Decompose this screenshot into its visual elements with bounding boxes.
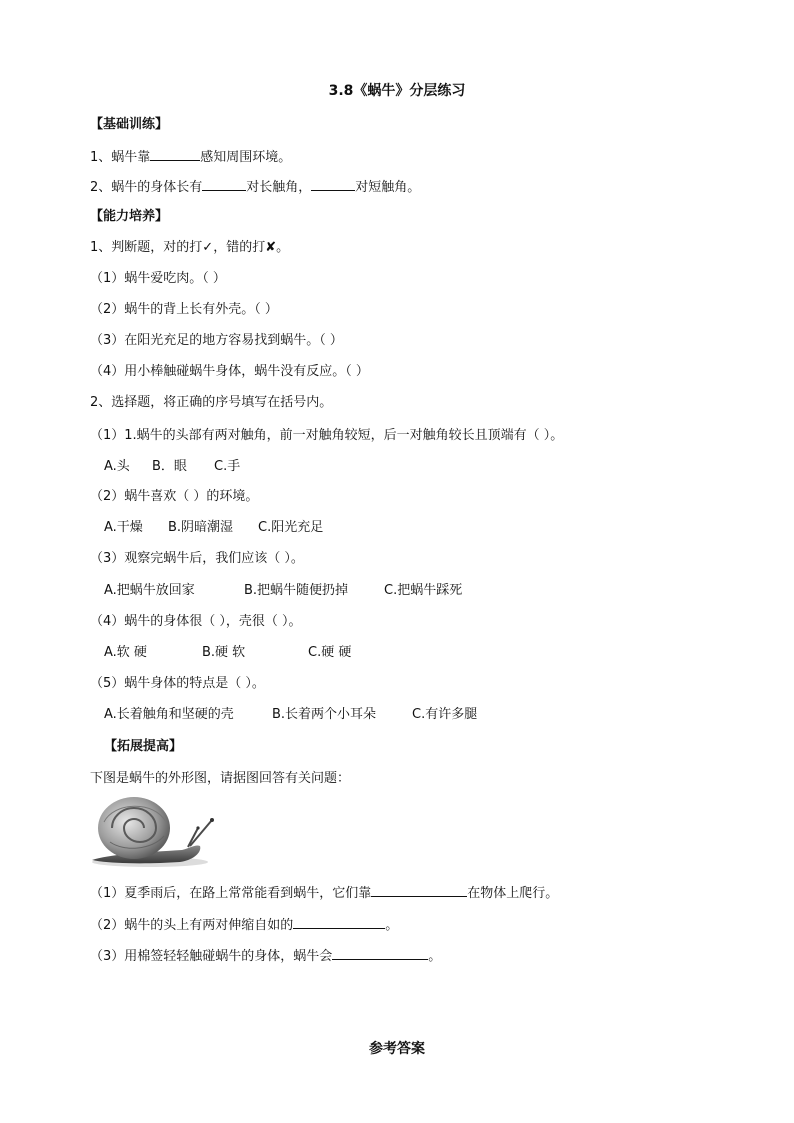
option-a[interactable]: A.干燥 bbox=[104, 520, 143, 535]
choice-question-1: （1）1.蜗牛的头部有两对触角，前一对触角较短，后一对触角较长且顶端有（ ）。 bbox=[90, 428, 564, 443]
judge-intro-text: 。 bbox=[276, 240, 290, 255]
option-a[interactable]: A.把蜗牛放回家 bbox=[104, 583, 195, 598]
section-basic-heading: 【基础训练】 bbox=[90, 117, 169, 132]
answer-blank[interactable] bbox=[311, 177, 355, 191]
cross-mark-icon: ✘ bbox=[265, 240, 277, 255]
question-text: （2）蜗牛的头上有两对伸缩自如的 bbox=[90, 918, 294, 933]
option-a[interactable]: A.软 硬 bbox=[104, 645, 147, 660]
check-mark-icon: ✓ bbox=[202, 240, 214, 255]
option-b[interactable]: B.硬 软 bbox=[202, 645, 246, 660]
question-text: 对短触角。 bbox=[355, 180, 421, 195]
section-ability-heading: 【能力培养】 bbox=[90, 209, 169, 224]
option-c[interactable]: C.有许多腿 bbox=[412, 707, 478, 722]
option-b[interactable]: B.阴暗潮湿 bbox=[168, 520, 234, 535]
question-text: 感知周围环境。 bbox=[200, 150, 292, 165]
question-text: 对长触角， bbox=[246, 180, 312, 195]
choice-intro: 2、选择题，将正确的序号填写在括号内。 bbox=[90, 395, 333, 410]
question-text: 。 bbox=[428, 949, 442, 964]
answer-key-heading: 参考答案 bbox=[369, 1041, 425, 1057]
judge-item-1: （1）蜗牛爱吃肉。（ ） bbox=[90, 271, 226, 286]
answer-blank[interactable] bbox=[371, 883, 467, 897]
extend-question-1 bbox=[90, 883, 558, 903]
option-b[interactable]: B.把蜗牛随便扔掉 bbox=[244, 583, 349, 598]
basic-question-1 bbox=[90, 147, 291, 167]
basic-question-2 bbox=[90, 177, 420, 197]
question-text: 。 bbox=[385, 918, 399, 933]
answer-blank[interactable] bbox=[332, 946, 428, 960]
choice-options-5 bbox=[104, 706, 477, 724]
extend-intro: 下图是蜗牛的外形图，请据图回答有关问题： bbox=[90, 771, 351, 786]
snail-illustration bbox=[90, 792, 216, 868]
option-a[interactable]: A.头 bbox=[104, 459, 130, 474]
choice-question-4: （4）蜗牛的身体很（ ），壳很（ ）。 bbox=[90, 614, 302, 629]
option-c[interactable]: C.把蜗牛踩死 bbox=[384, 583, 463, 598]
choice-options-2 bbox=[104, 519, 323, 537]
extend-question-2 bbox=[90, 915, 398, 935]
option-c[interactable]: C.手 bbox=[214, 459, 241, 474]
judge-item-4: （4）用小棒触碰蜗牛身体，蜗牛没有反应。（ ） bbox=[90, 364, 369, 379]
question-text: （1）夏季雨后，在路上常常能看到蜗牛，它们靠 bbox=[90, 886, 372, 901]
option-b[interactable]: B．眼 bbox=[152, 459, 187, 474]
choice-options-3 bbox=[104, 582, 462, 600]
question-text: 在物体上爬行。 bbox=[467, 886, 559, 901]
question-text: （3）用棉签轻轻触碰蜗牛的身体，蜗牛会 bbox=[90, 949, 333, 964]
choice-options-1 bbox=[104, 458, 240, 476]
option-c[interactable]: C.阳光充足 bbox=[258, 520, 324, 535]
judge-item-2: （2）蜗牛的背上长有外壳。（ ） bbox=[90, 302, 278, 317]
choice-options-4 bbox=[104, 644, 351, 662]
option-a[interactable]: A.长着触角和坚硬的壳 bbox=[104, 707, 234, 722]
choice-question-3: （3）观察完蜗牛后，我们应该（ ）。 bbox=[90, 551, 304, 566]
answer-blank[interactable] bbox=[293, 915, 385, 929]
option-c[interactable]: C.硬 硬 bbox=[308, 645, 352, 660]
section-extend-heading: 【拓展提高】 bbox=[104, 739, 183, 754]
answer-blank[interactable] bbox=[150, 147, 200, 161]
answer-blank[interactable] bbox=[202, 177, 246, 191]
judge-intro-text: ，错的打 bbox=[213, 240, 266, 255]
extend-question-3 bbox=[90, 946, 441, 966]
judge-item-3: （3）在阳光充足的地方容易找到蜗牛。（ ） bbox=[90, 333, 343, 348]
choice-question-5: （5）蜗牛身体的特点是（ ）。 bbox=[90, 676, 265, 691]
question-text: 1、蜗牛靠 bbox=[90, 150, 151, 165]
judge-intro-text: 1、判断题，对的打 bbox=[90, 240, 203, 255]
question-text: 2、蜗牛的身体长有 bbox=[90, 180, 203, 195]
option-b[interactable]: B.长着两个小耳朵 bbox=[272, 707, 377, 722]
choice-question-2: （2）蜗牛喜欢（ ）的环境。 bbox=[90, 489, 259, 504]
judge-intro bbox=[90, 239, 289, 257]
page-title: 3.8《蜗牛》分层练习 bbox=[328, 83, 466, 99]
